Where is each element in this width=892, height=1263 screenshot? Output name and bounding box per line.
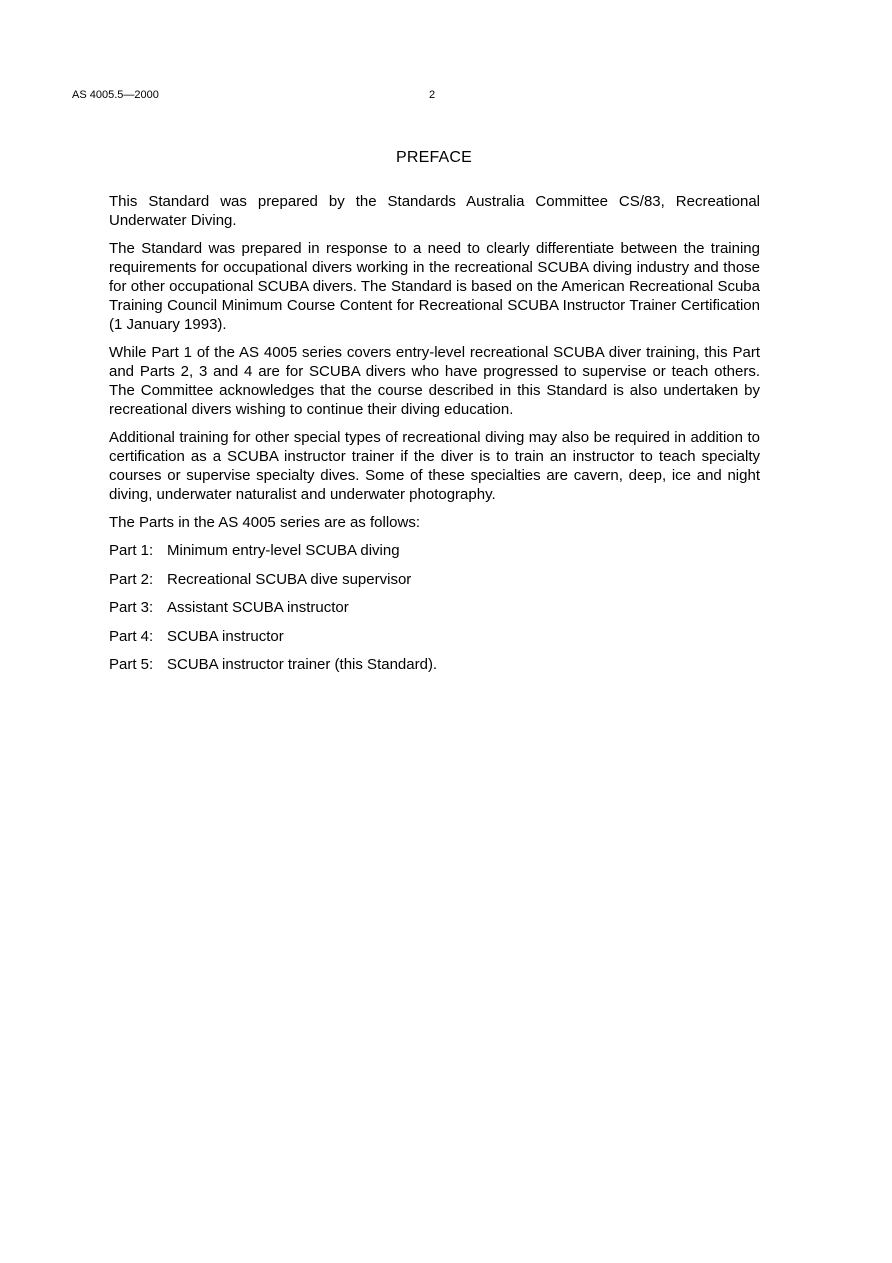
part-number: Part 3: — [109, 599, 154, 616]
part-number: Part 1: — [109, 542, 154, 559]
list-item — [109, 541, 760, 561]
part-number: Part 2: — [109, 570, 154, 588]
part-title: Assistant SCUBA instructor — [167, 599, 349, 616]
list-item — [109, 598, 760, 618]
part-number: Part 4: — [109, 627, 154, 645]
paragraph-committee: This Standard was prepared by the Standards Australia Committee CS/83, Recreational Underwater Diving. — [109, 193, 760, 229]
paragraph-purpose: The Standard was prepared in response to a need to clearly differentiate between the training requirements for occupational divers working in the recreational SCUBA diving industry and those for other occupational SCUBA divers. The Standard is based on the American Recreational Scuba Training Council Minimum Course Content for Recreational SCUBA Instructor Trainer Certification (1 January 1993). — [109, 240, 760, 333]
page-number: 2 — [429, 89, 436, 101]
page-title: PREFACE — [395, 149, 473, 166]
list-item — [109, 627, 760, 647]
paragraph-parts-intro: The Parts in the AS 4005 series are as follows: — [109, 514, 420, 531]
list-item — [109, 570, 760, 590]
paragraph-additional-training: Additional training for other special types of recreational diving may also be required in addition to certification as a SCUBA instructor trainer if the diver is to train an instructor to teach specialty courses or supervise specialty dives. Some of these specialties are cavern, deep, ice and night diving, underwater naturalist and underwater photography. — [109, 429, 760, 503]
part-title: Minimum entry-level SCUBA diving — [167, 542, 400, 559]
part-number: Part 5: — [109, 656, 154, 673]
running-head: AS 4005.5—2000 — [72, 89, 159, 101]
paragraph-scope: While Part 1 of the AS 4005 series covers entry-level recreational SCUBA diver training, this Part and Parts 2, 3 and 4 are for SCUBA divers who have progressed to supervise or teach others. The Committee acknowledges that the course described in this Standard is also undertaken by recreational divers wishing to continue their diving education. — [109, 344, 760, 418]
part-title: SCUBA instructor — [167, 627, 284, 645]
list-item — [109, 655, 760, 675]
part-title: Recreational SCUBA dive supervisor — [167, 570, 412, 588]
parts-list — [109, 541, 760, 675]
preface-body — [109, 192, 760, 684]
part-title: SCUBA instructor trainer (this Standard). — [167, 656, 438, 673]
